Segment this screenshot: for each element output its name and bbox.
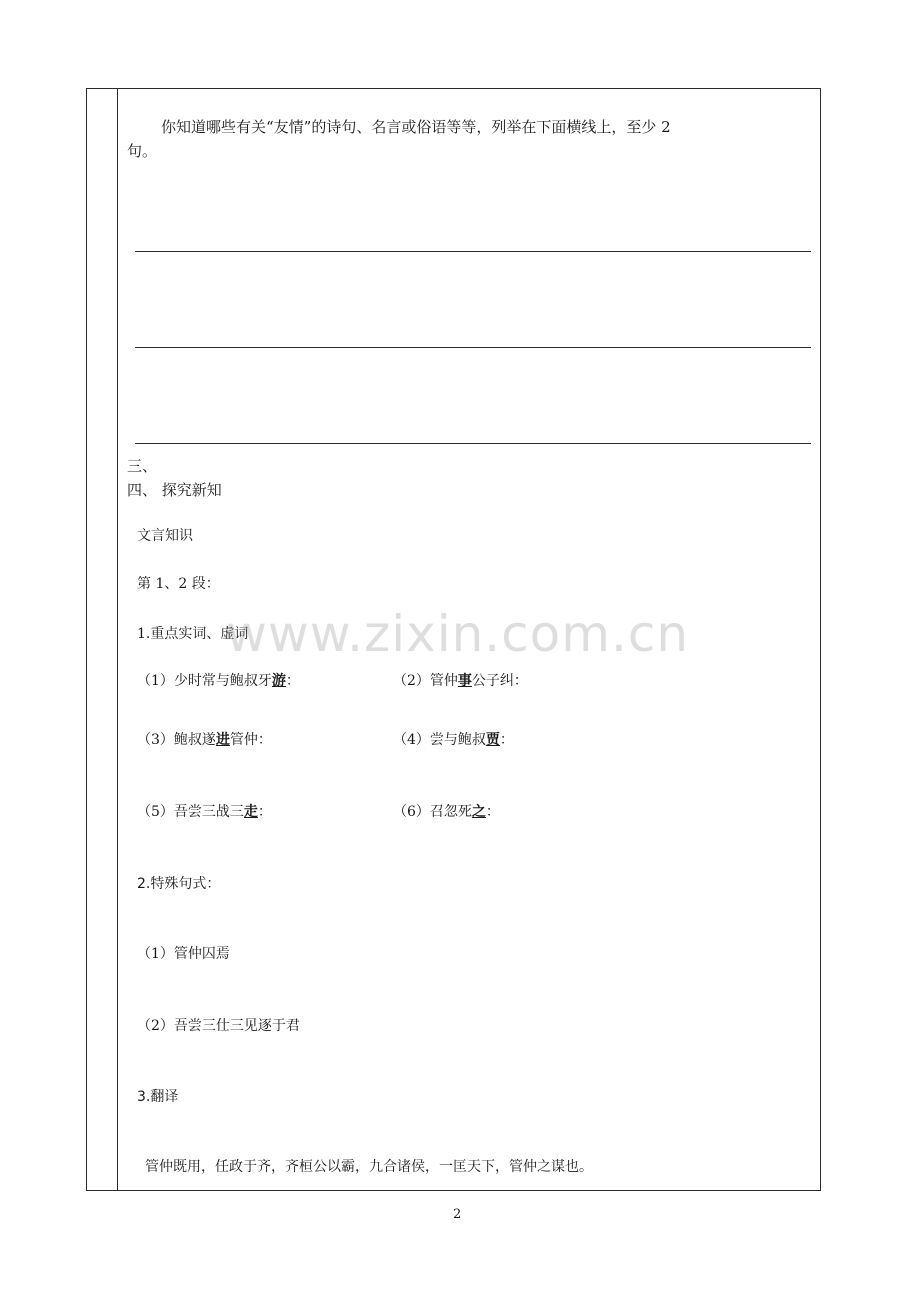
heading-special-sentences: 2.特殊句式： <box>137 876 221 892</box>
vocab-key-word: 进 <box>215 732 230 748</box>
vocab-item-colon: 公子纠： <box>471 673 528 689</box>
heading-key-words: 1.重点实词、虚词 <box>137 626 249 642</box>
vocab-item <box>137 731 272 749</box>
sentence-item: （1）管仲囚焉 <box>137 946 230 962</box>
vocab-item <box>393 731 514 749</box>
vocab-item-text: （5）吾尝三战三 <box>137 804 244 820</box>
section-three: 三、 <box>127 457 158 475</box>
wenyan-title: 文言知识 <box>137 528 193 544</box>
vocab-key-word: 走 <box>243 804 258 820</box>
vocab-item <box>137 672 300 690</box>
watermark: www.zixin.com.cn <box>226 605 690 663</box>
vocab-item <box>393 803 500 821</box>
sentence-item: （2）吾尝三仕三见逐于君 <box>137 1018 300 1034</box>
vocab-key-word: 游 <box>271 673 286 689</box>
vocab-item-colon: ： <box>485 804 500 820</box>
paragraph-label: 第 1、2 段： <box>137 576 220 592</box>
left-margin-column <box>87 89 118 1190</box>
vocab-item-colon: 管仲： <box>229 732 272 748</box>
vocab-item-text: （6）召忽死 <box>393 804 472 820</box>
translation-sentence: 管仲既用，任政于齐，齐桓公以霸，九合诸侯，一匡天下，管仲之谋也。 <box>145 1159 593 1175</box>
vocab-item-text: （3）鲍叔遂 <box>137 732 216 748</box>
answer-line-3[interactable] <box>135 443 811 444</box>
worksheet-table <box>86 88 821 1191</box>
vocab-item <box>393 672 528 690</box>
vocab-item-colon: ： <box>499 732 514 748</box>
vocab-item-colon: ： <box>257 804 272 820</box>
section-four-heading: 四、 探究新知 <box>127 481 222 499</box>
page-number: 2 <box>453 1207 462 1222</box>
heading-translation: 3.翻译 <box>137 1089 179 1105</box>
answer-line-2[interactable] <box>135 347 811 348</box>
vocab-item-text: （2）管仲 <box>393 673 458 689</box>
vocab-item-colon: ： <box>285 673 300 689</box>
intro-question-line2: 句。 <box>127 142 158 160</box>
vocab-key-word: 贾 <box>485 732 500 748</box>
intro-question-line1: 你知道哪些有关“友情”的诗句、名言或俗语等等，列举在下面横线上，至少 2 <box>161 118 671 136</box>
vocab-item-text: （1）少时常与鲍叔牙 <box>137 673 272 689</box>
answer-line-1[interactable] <box>135 251 811 252</box>
vocab-item <box>137 803 272 821</box>
vocab-key-word: 之 <box>471 804 486 820</box>
vocab-key-word: 事 <box>457 673 472 689</box>
vocab-item-text: （4）尝与鲍叔 <box>393 732 486 748</box>
